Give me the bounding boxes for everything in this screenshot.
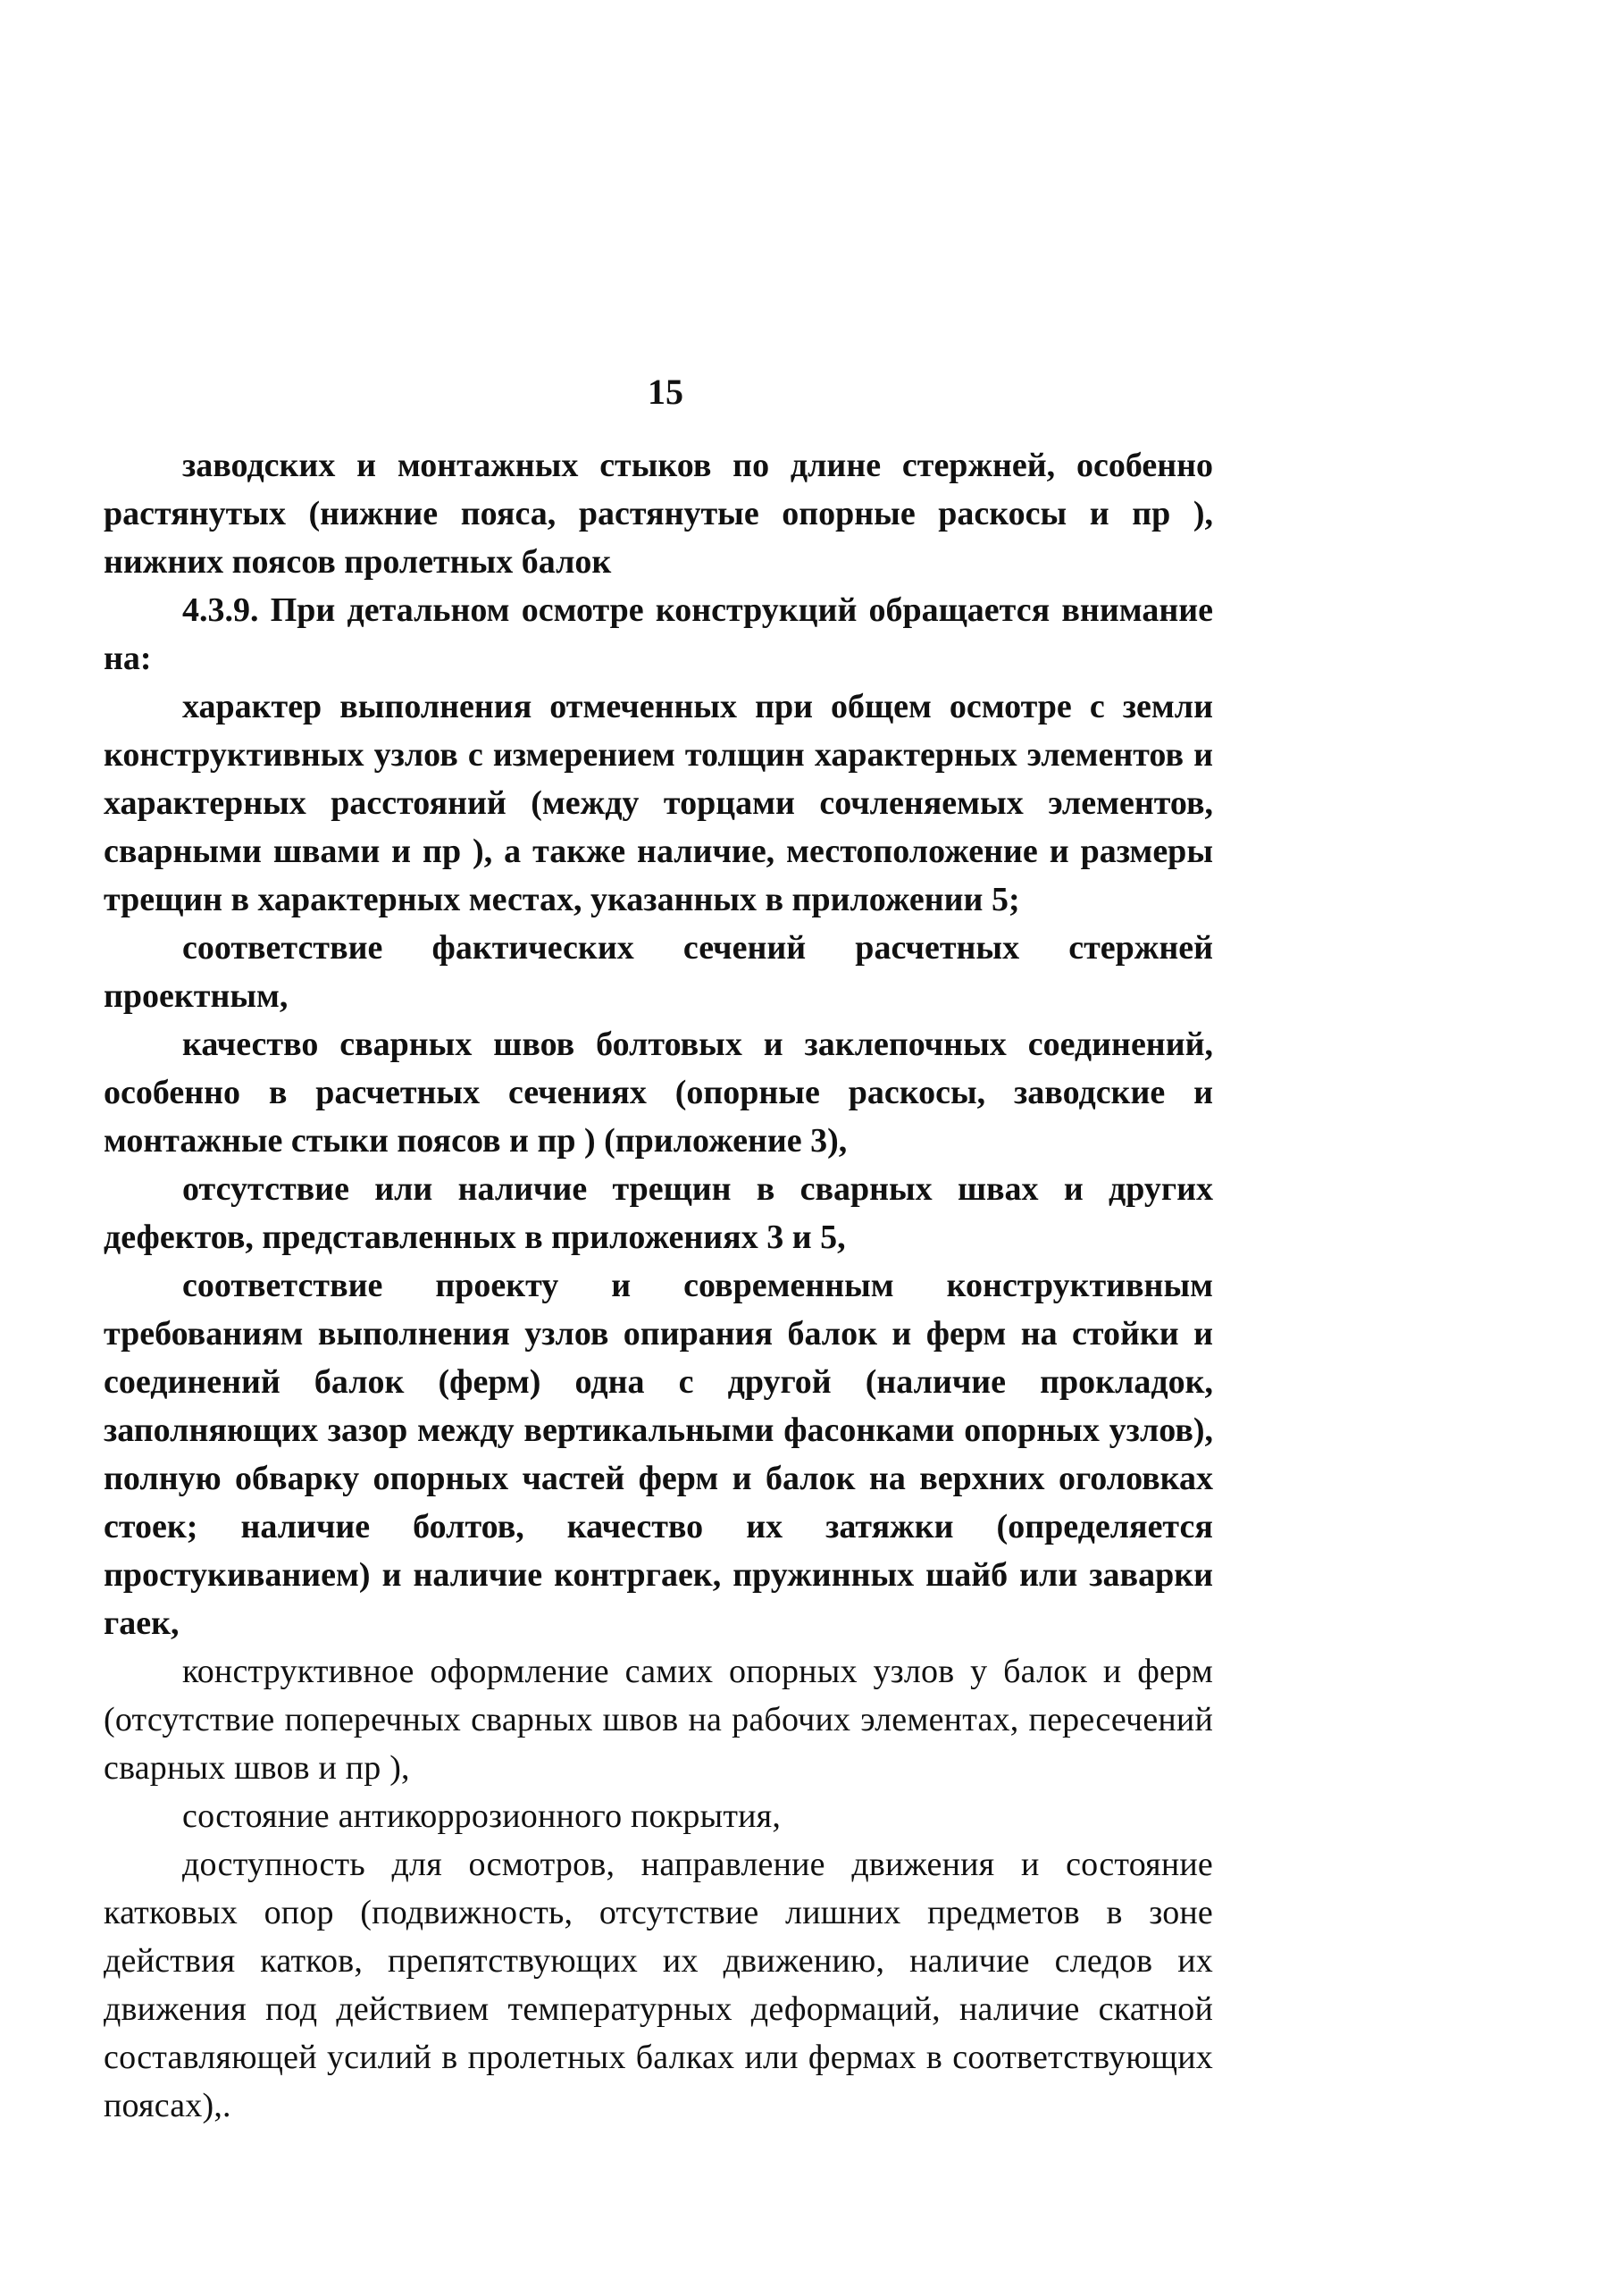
paragraph: конструктивное оформление самих опорных узлов у балок и ферм (отсутствие поперечных сварных швов на рабочих элементах, пересечений сварных швов и пр ), [104, 1653, 1213, 1787]
paragraph: 4.3.9. При детальном осмотре конструкций обращается внимание на: [104, 591, 1213, 677]
paragraph: соответствие проекту и современным конструктивным требованиям выполнения узлов опирания балок и ферм на стойки и соединений балок (ферм) одна с другой (наличие прокладок, заполняющих зазор между вертикальными фасонками опорных узлов), полную обварку опорных частей ферм и балок на верхних оголовках стоек; наличие болтов, качество их затяжки (определяется простукиванием) и наличие контргаек, пружинных шайб или заварки гаек, [104, 1267, 1213, 1642]
paragraph: заводских и монтажных стыков по длине стержней, особенно растянутых (нижние пояса, растянутые опорные раскосы и пр ), нижних поясов пролетных балок [104, 447, 1213, 581]
paragraph: состояние антикоррозионного покрытия, [182, 1797, 782, 1835]
document-body [104, 441, 1213, 2130]
paragraph: соответствие фактических сечений расчетных стержней проектным, [104, 929, 1213, 1015]
paragraph: характер выполнения отмеченных при общем осмотре с земли конструктивных узлов с измерением толщин характерных элементов и характерных расстояний (между торцами сочленяемых элементов, сварными швами и пр ), а также наличие, местоположение и размеры трещин в характерных местах, указанных в приложении 5; [104, 688, 1213, 918]
page-number: 15 [648, 372, 683, 412]
paragraph: качество сварных швов болтовых и заклепочных соединений, особенно в расчетных сечениях (опорные раскосы, заводские и монтажные стыки поясов и пр ) (приложение 3), [104, 1026, 1213, 1160]
paragraph: доступность для осмотров, направление движения и состояние катковых опор (подвижность, отсутствие лишних предметов в зоне действия катков, препятствующих их движению, наличие следов их движения под действием температурных деформаций, наличие скатной составляющей усилий в пролетных балках или фермах в соответствующих поясах),. [104, 1846, 1213, 2124]
paragraph: отсутствие или наличие трещин в сварных швах и других дефектов, представленных в приложениях 3 и 5, [104, 1170, 1213, 1256]
